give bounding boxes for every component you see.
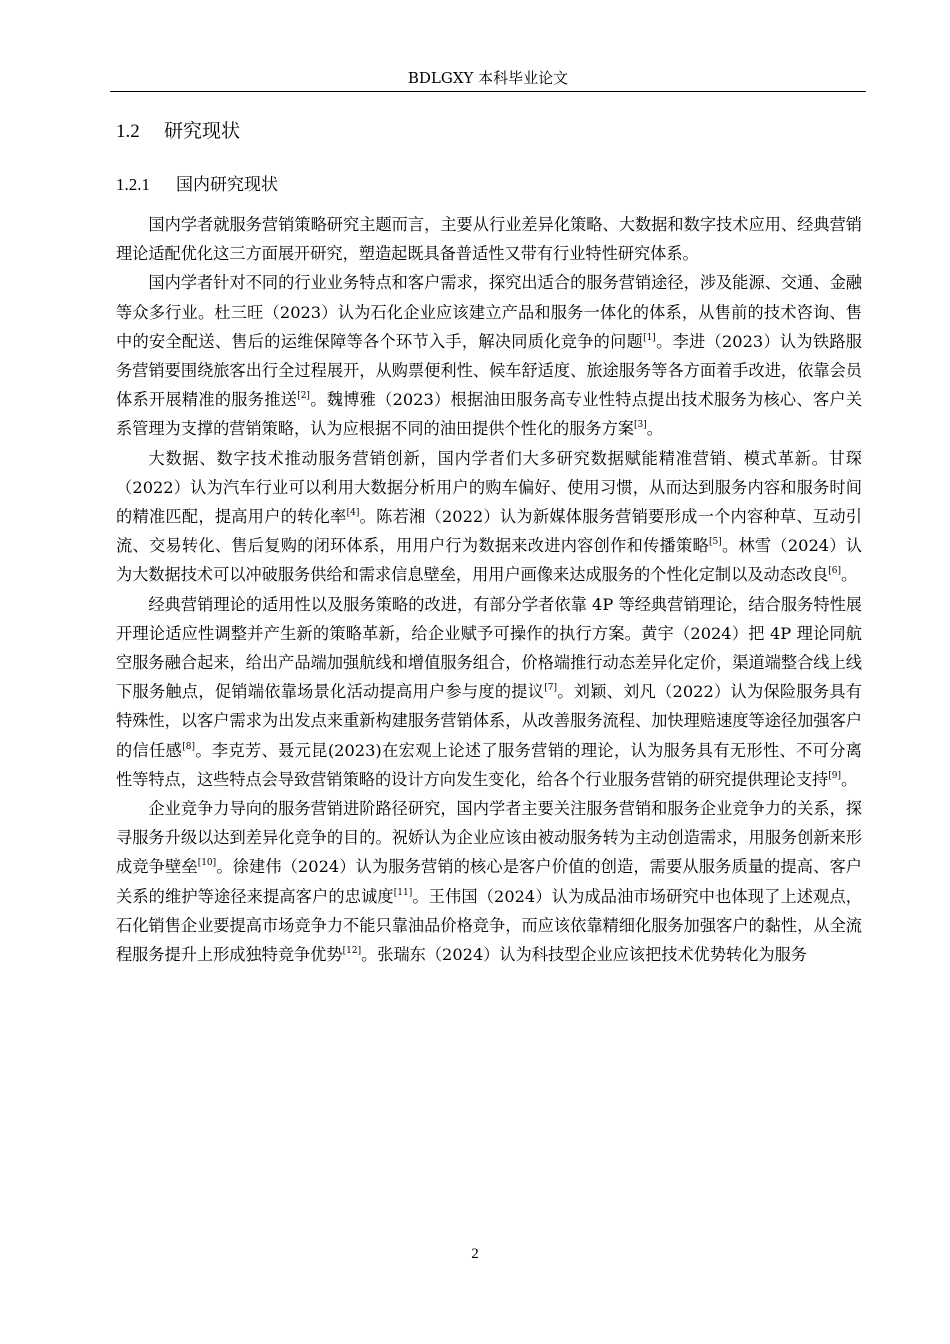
citation-marker: [4] [346,508,360,519]
citation-marker: [1] [643,332,656,343]
paragraph-text: 。刘颖、刘凡（2022）认为保险服务具有特殊性，以客户需求为出发点来重新构建服务营销体系，从改善服务流程、加快理赔速度等途径加强客户的信任感 [116,682,862,760]
paragraph [116,268,862,443]
citation-marker: [7] [544,683,557,694]
paragraph-text: 企业竞争力导向的服务营销进阶路径研究，国内学者主要关注服务营销和服务企业竞争力的关系，探寻服务升级以达到差异化竞争的目的。祝娇认为企业应该由被动服务转为主动创造需求，用服务创新来形成竞争壁垒 [116,799,862,877]
paragraph-text: 。魏博雅（2023）根据油田服务高专业性特点提出技术服务为核心、客户关系管理为支撑的营销策略，认为应根据不同的油田提供个性化的服务方案 [116,390,863,439]
paragraph [116,210,862,268]
citation-marker: [11] [393,887,413,898]
paragraph-text: 。陈若湘（2022）认为新媒体服务营销要形成一个内容种草、互动引流、交易转化、售后复购的闭环体系，用用户行为数据来改进内容创作和传播策略 [116,507,862,556]
body-text [116,210,862,969]
paragraph-text: 。林雪（2024）认为大数据技术可以冲破服务供给和需求信息壁垒，用用户画像来达成服务的个性化定制以及动态改良 [116,536,863,585]
paragraph-text: 。王伟国（2024）认为成品油市场研究中也体现了上述观点，石化销售企业要提高市场竞争力不能只靠油品价格竞争，而应该依靠精细化服务加强客户的黏性，从全流程服务提升上形成独特竞争优势 [116,886,862,965]
subsection-heading [116,173,278,197]
section-title: 研究现状 [164,120,241,142]
paragraph [116,794,862,969]
paragraph-text: 经典营销理论的适用性以及服务策略的改进，有部分学者依靠 4P 等经典营销理论，结合服务特性展开理论适应性调整并产生新的策略革新，给企业赋予可操作的执行方案。黄宇（2024）把 4P 理论同航空服务融合起来，给出产品端加强航线和增值服务组合，价格端推行动态差异化定价，渠道端整合线上线下服务触点，促销端依靠场景化活动提高用户参与度的提议 [116,594,862,702]
subsection-title: 国内研究现状 [176,175,278,195]
section-heading [116,118,240,145]
citation-marker: [2] [297,391,310,402]
citation-marker: [3] [634,420,647,431]
citation-marker: [9] [828,770,841,781]
paragraph-text: 国内学者针对不同的行业业务特点和客户需求，探究出适合的服务营销途径，涉及能源、交通、金融等众多行业。杜三旺（2023）认为石化企业应该建立产品和服务一体化的体系，从售前的技术咨询、售中的安全配送、售后的运维保障等各个环节入手，解决同质化竞争的问题 [116,273,862,351]
paragraph-text: 大数据、数字技术推动服务营销创新，国内学者们大多研究数据赋能精准营销、模式革新。甘琛（2022）认为汽车行业可以利用大数据分析用户的购车偏好、使用习惯，从而达到服务内容和服务时间的精准匹配，提高用户的转化率 [116,448,862,527]
section-number: 1.2 [116,121,140,142]
page-number: 2 [471,1246,479,1262]
paragraph-text: 。张瑞东（2024）认为科技型企业应该把技术优势转化为服务 [361,945,807,965]
paragraph-text: 。李进（2023）认为铁路服务营销要围绕旅客出行全过程展开，从购票便利性、候车舒适度、旅途服务等各方面着手改进，依靠会员体系开展精准的服务推送 [116,331,862,410]
paragraph-text: 国内学者就服务营销策略研究主题而言，主要从行业差异化策略、大数据和数字技术应用、经典营销理论适配优化这三方面展开研究，塑造起既具备普适性又带有行业特性研究体系。 [116,215,862,264]
paragraph-text: 。 [841,769,858,789]
paragraph-text: 。徐建伟（2024）认为服务营销的核心是客户价值的创造，需要从服务质量的提高、客户关系的维护等途径来提高客户的忠诚度 [116,857,862,906]
paragraph-text: 。 [646,419,663,439]
citation-marker: [12] [342,946,362,957]
paragraph [116,590,862,794]
header-rule [110,91,866,92]
citation-marker: [6] [828,566,841,577]
running-header: BDLGXY 本科毕业论文 [407,69,569,87]
paragraph-text: 。李克芳、聂元昆(2023)在宏观上论述了服务营销的理论，认为服务具有无形性、不可分离性等特点，这些特点会导致营销策略的设计方向发生变化，给各个行业服务营销的研究提供理论支持 [116,740,862,789]
citation-marker: [10] [197,858,217,869]
citation-marker: [8] [182,741,195,752]
paragraph-text: 。 [841,565,858,585]
subsection-number: 1.2.1 [116,175,150,194]
citation-marker: [5] [708,537,722,548]
paragraph [116,444,862,590]
